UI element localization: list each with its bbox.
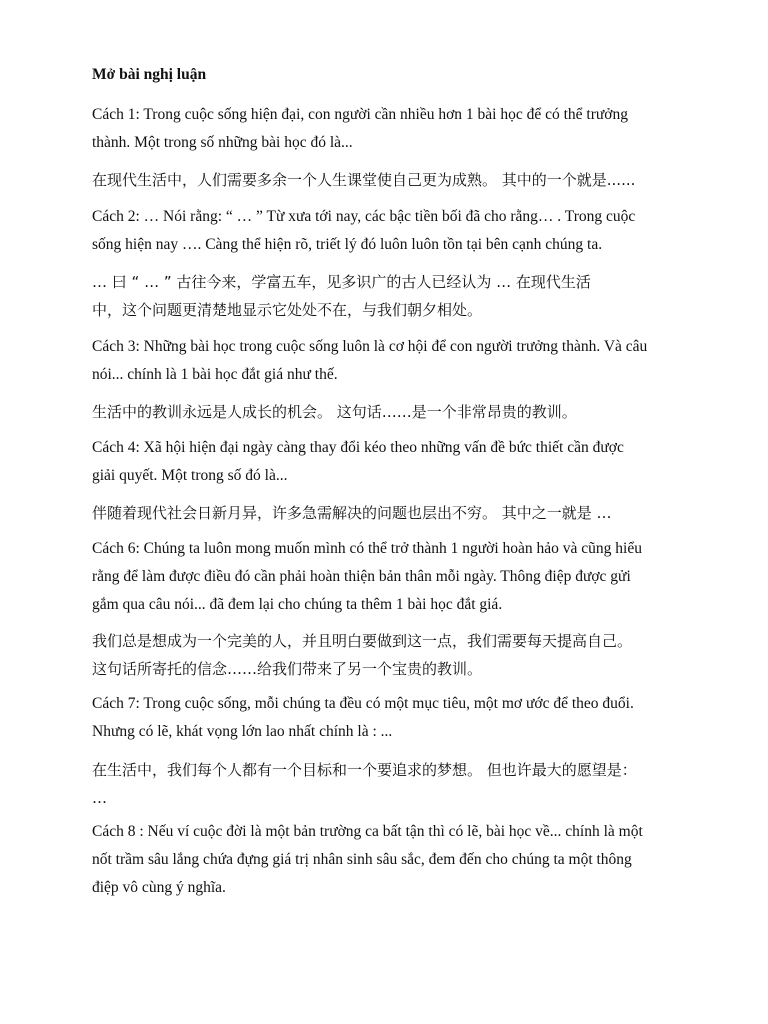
text-line: 在现代生活中，人们需要多余一个人生课堂使自己更为成熟。 其中的一个就是...... — [92, 171, 636, 189]
paragraph-cach-1 — [92, 101, 702, 157]
text-line: điệp vô cùng ý nghĩa. — [92, 879, 226, 896]
paragraph-cach-4-chinese — [92, 499, 702, 527]
paragraph-cach-6 — [92, 535, 702, 619]
text-line: Cách 3: Những bài học trong cuộc sống luôn là cơ hội để con người trưởng thành. Và câu — [92, 338, 648, 355]
text-line: 我们总是想成为一个完美的人，并且明白要做到这一点，我们需要每天提高自己。 — [92, 632, 633, 650]
text-line: thành. Một trong số những bài học đó là... — [92, 134, 353, 151]
paragraph-cach-7 — [92, 690, 702, 746]
text-line: Nhưng có lẽ, khát vọng lớn lao nhất chính là : ... — [92, 723, 393, 740]
text-line: Cách 2: … Nói rằng: “ … ” Từ xưa tới nay, các bậc tiền bối đã cho rằng… . Trong cuộc — [92, 208, 636, 225]
text-line: 中，这个问题更清楚地显示它处处不在，与我们朝夕相处。 — [92, 301, 483, 319]
paragraph-cach-8 — [92, 818, 702, 902]
paragraph-cach-4 — [92, 434, 702, 490]
paragraph-cach-3-chinese — [92, 398, 702, 426]
text-line: … — [92, 789, 107, 807]
paragraph-cach-2-chinese — [92, 268, 702, 324]
paragraph-cach-2 — [92, 203, 702, 259]
text-line: Cách 6: Chúng ta luôn mong muốn mình có thể trở thành 1 người hoàn hảo và cũng hiểu — [92, 540, 642, 557]
document-title: Mở bài nghị luận — [92, 66, 207, 83]
text-line: rằng để làm được điều đó cần phải hoàn thiện bản thân mỗi ngày. Thông điệp được gửi — [92, 568, 631, 585]
text-line: Cách 4: Xã hội hiện đại ngày càng thay đổi kéo theo những vấn đề bức thiết cần được — [92, 439, 624, 456]
text-line: Cách 1: Trong cuộc sống hiện đại, con người cần nhiều hơn 1 bài học để có thể trưởng — [92, 106, 628, 123]
text-line: nốt trầm sâu lắng chứa đựng giá trị nhân sinh sâu sắc, đem đến cho chúng ta một thông — [92, 851, 632, 868]
text-line: sống hiện nay …. Càng thể hiện rõ, triết lý đó luôn luôn tồn tại bên cạnh chúng ta. — [92, 236, 603, 253]
text-line: nói... chính là 1 bài học đắt giá như thế. — [92, 366, 338, 383]
text-line: Cách 8 : Nếu ví cuộc đời là một bản trường ca bất tận thì có lẽ, bài học về... chính là một — [92, 823, 643, 840]
text-line: giải quyết. Một trong số đó là... — [92, 467, 288, 484]
text-line: Cách 7: Trong cuộc sống, mỗi chúng ta đều có một mục tiêu, một mơ ước để theo đuổi. — [92, 695, 634, 712]
text-line: … 曰 “ … ” 古往今来，学富五车，见多识广的古人已经认为 … 在现代生活 — [92, 273, 591, 291]
paragraph-cach-6-chinese — [92, 627, 702, 683]
text-line: 在生活中，我们每个人都有一个目标和一个要追求的梦想。 但也许最大的愿望是： — [92, 761, 637, 779]
paragraph-cach-1-chinese — [92, 166, 702, 194]
text-line: gắm qua câu nói... đã đem lại cho chúng ta thêm 1 bài học đắt giá. — [92, 596, 503, 613]
text-line: 伴随着现代社会日新月异，许多急需解决的问题也层出不穷。 其中之一就是 … — [92, 504, 612, 522]
text-line: 生活中的教训永远是人成长的机会。 这句话……是一个非常昂贵的教训。 — [92, 403, 577, 421]
paragraph-cach-7-chinese — [92, 756, 702, 812]
paragraph-cach-3 — [92, 333, 702, 389]
text-line: 这句话所寄托的信念……给我们带来了另一个宝贵的教训。 — [92, 660, 483, 678]
